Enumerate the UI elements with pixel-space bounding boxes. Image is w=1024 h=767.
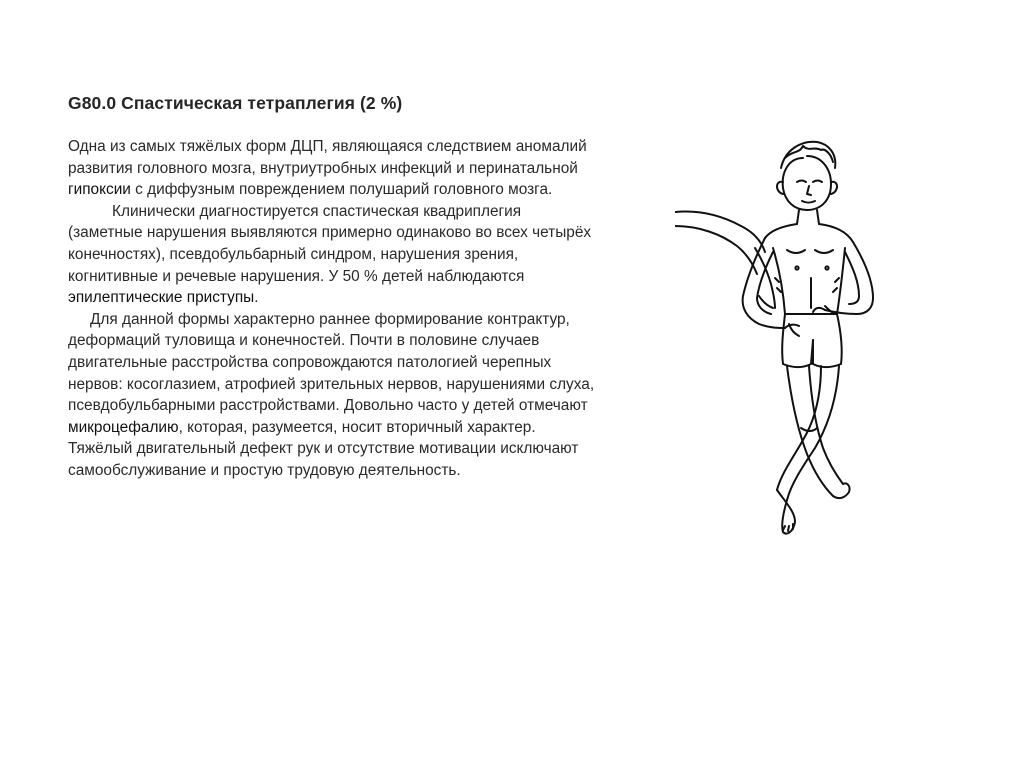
text-line: Тяжёлый двигательный дефект рук и отсутствие мотивации исключают bbox=[68, 440, 579, 458]
text-line bbox=[68, 287, 668, 309]
term-link-microcephaly[interactable]: микроцефалию bbox=[68, 418, 179, 436]
text-fragment: . bbox=[254, 289, 259, 307]
child-spastic-gait-drawing-icon bbox=[675, 128, 905, 550]
text-line: развития головного мозга, внутриутробных инфекций и перинатальной bbox=[68, 159, 578, 177]
body-text bbox=[68, 136, 668, 482]
text-line: нервов: косоглазием, атрофией зрительных нервов, нарушениями слуха, bbox=[68, 375, 595, 393]
text-line: деформаций туловища и конечностей. Почти в половине случаев bbox=[68, 332, 540, 350]
term-link-epileptic-seizures[interactable]: эпилептические приступы bbox=[68, 289, 255, 307]
text-line: конечностях), псевдобульбарный синдром, нарушения зрения, bbox=[68, 245, 519, 263]
text-fragment: с диффузным повреждением полушарий головного мозга. bbox=[130, 181, 553, 199]
text-line: Для данной формы характерно раннее формирование контрактур, bbox=[90, 310, 570, 328]
text-line: Клинически диагностируется спастическая квадриплегия bbox=[112, 202, 522, 220]
text-line: (заметные нарушения выявляются примерно одинаково во всех четырёх bbox=[68, 224, 592, 242]
text-line: псевдобульбарными расстройствами. Довольно часто у детей отмечают bbox=[68, 397, 588, 415]
text-fragment: , которая, разумеется, носит вторичный характер. bbox=[178, 418, 536, 436]
text-line: самообслуживание и простую трудовую деятельность. bbox=[68, 461, 461, 479]
text-line bbox=[68, 179, 668, 201]
text-line: когнитивные и речевые нарушения. У 50 % детей наблюдаются bbox=[68, 267, 525, 285]
text-line: Одна из самых тяжёлых форм ДЦП, являющаяся следствием аномалий bbox=[68, 138, 587, 155]
text-line bbox=[68, 417, 668, 439]
term-link-hypoxia[interactable]: гипоксии bbox=[68, 181, 131, 199]
text-line: двигательные расстройства сопровождаются патологией черепных bbox=[68, 353, 552, 371]
page-title: G80.0 Спастическая тетраплегия (2 %) bbox=[68, 93, 403, 113]
